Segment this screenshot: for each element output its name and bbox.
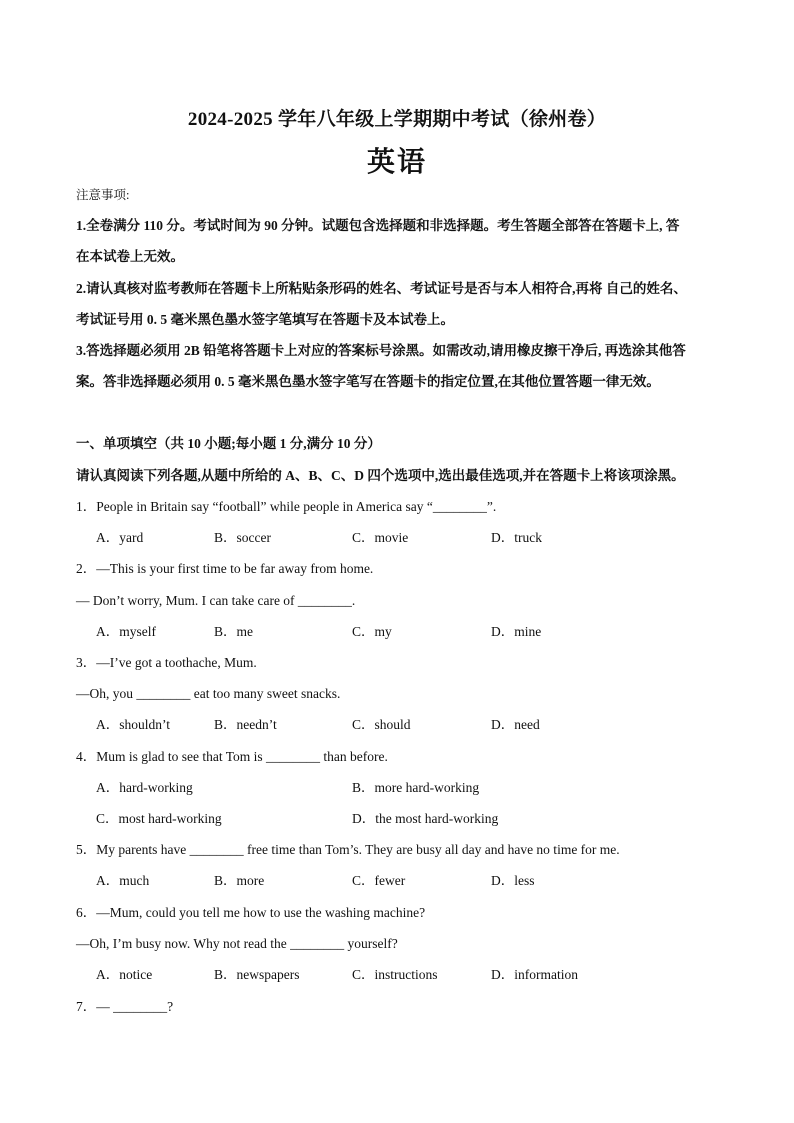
option-a: A．shouldn’t [96, 717, 171, 732]
option-b: B．more hard-working [352, 780, 480, 795]
section-instruction: 请认真阅读下列各题,从题中所给的 A、B、C、D 四个选项中,选出最佳选项,并在答题卡上将该项涂黑。 [76, 468, 685, 483]
question-3-reply: —Oh, you ________ eat too many sweet snacks. [76, 686, 341, 701]
notes-line: 在本试卷上无效。 [76, 249, 184, 264]
option-d: D．less [491, 873, 535, 888]
notes-line: 1.全卷满分 110 分。考试时间为 90 分钟。试题包含选择题和非选择题。考生答题全部答在答题卡上, 答 [76, 218, 680, 233]
option-a: A．yard [96, 530, 144, 545]
notes-line: 考试证号用 0. 5 毫米黑色墨水签字笔填写在答题卡及本试卷上。 [76, 312, 454, 327]
question-4: 4．Mum is glad to see that Tom is ________ than before. [76, 749, 388, 764]
question-6: 6．—Mum, could you tell me how to use the washing machine? [76, 905, 426, 920]
question-7: 7．— ________? [76, 999, 174, 1014]
option-d: D．the most hard-working [352, 811, 499, 826]
question-5: 5．My parents have ________ free time than Tom’s. They are busy all day and have no time for me. [76, 842, 620, 857]
option-d: D．need [491, 717, 540, 732]
option-c: C．my [352, 624, 392, 639]
option-c: C．fewer [352, 873, 406, 888]
exam-title: 2024-2025 学年八年级上学期期中考试（徐州卷） [187, 109, 607, 130]
option-b: B．soccer [214, 530, 271, 545]
question-3: 3．—I’ve got a toothache, Mum. [76, 655, 257, 670]
option-a: A．notice [96, 967, 153, 982]
subject-title: 英语 [366, 147, 427, 178]
option-c: C．should [352, 717, 411, 732]
option-b: B．needn’t [214, 717, 277, 732]
notes-line: 2.请认真核对监考教师在答题卡上所粘贴条形码的姓名、考试证号是否与本人相符合,再将 自己的姓名、 [76, 281, 687, 296]
notes-heading: 注意事项: [76, 188, 130, 202]
option-b: B．newspapers [214, 967, 300, 982]
option-a: A．much [96, 873, 150, 888]
option-b: B．more [214, 873, 265, 888]
option-c: C．instructions [352, 967, 438, 982]
option-c: C．most hard-working [96, 811, 222, 826]
section-heading: 一、单项填空（共 10 小题;每小题 1 分,满分 10 分） [76, 436, 381, 451]
question-2: 2．—This is your first time to be far away from home. [76, 561, 374, 576]
question-2-reply: — Don’t worry, Mum. I can take care of ________. [76, 593, 356, 608]
option-d: D．mine [491, 624, 542, 639]
notes-line: 3.答选择题必须用 2B 铅笔将答题卡上对应的答案标号涂黑。如需改动,请用橡皮擦干净后, 再选涂其他答 [76, 343, 686, 358]
question-6-reply: —Oh, I’m busy now. Why not read the ________ yourself? [76, 936, 398, 951]
option-b: B．me [214, 624, 253, 639]
option-d: D．information [491, 967, 578, 982]
question-1: 1．People in Britain say “football” while people in America say “________”. [76, 499, 497, 514]
option-a: A．hard-working [96, 780, 193, 795]
option-d: D．truck [491, 530, 542, 545]
notes-line: 案。答非选择题必须用 0. 5 毫米黑色墨水签字笔写在答题卡的指定位置,在其他位置答题一律无效。 [76, 374, 660, 389]
option-a: A．myself [96, 624, 156, 639]
option-c: C．movie [352, 530, 409, 545]
